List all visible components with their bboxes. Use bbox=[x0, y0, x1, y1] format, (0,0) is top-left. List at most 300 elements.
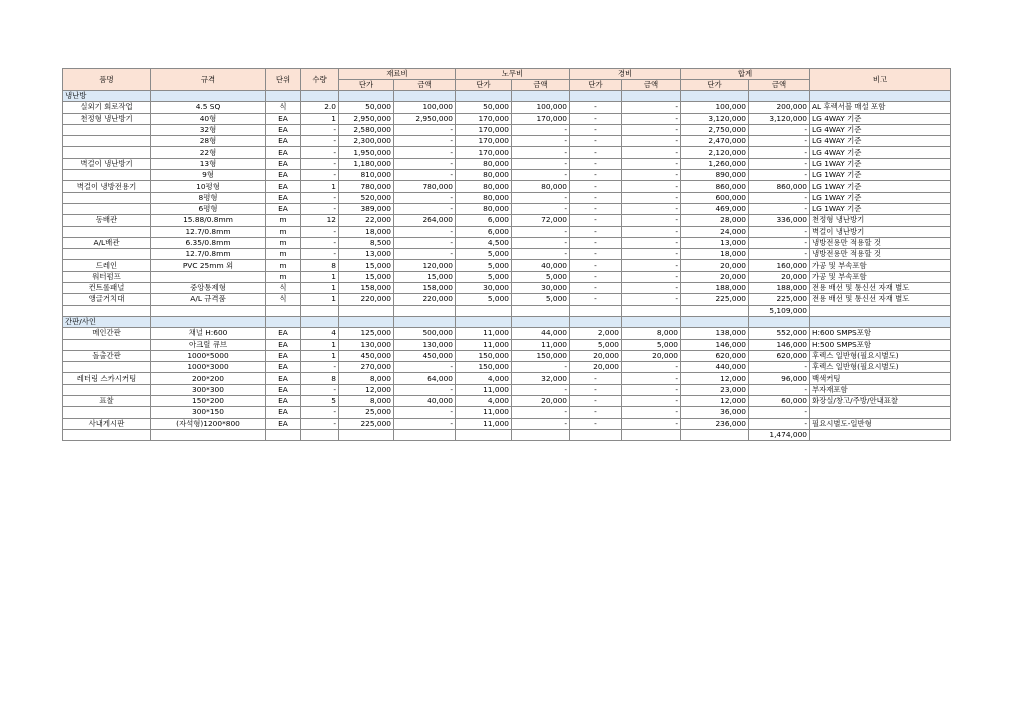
estimate-table bbox=[62, 68, 951, 441]
qty-cell: 1 bbox=[301, 294, 339, 305]
labor-unit-price-cell: 170,000 bbox=[456, 124, 512, 135]
section-row bbox=[63, 316, 951, 327]
total-amount-cell: - bbox=[749, 226, 810, 237]
item-name-cell: A/L배관 bbox=[63, 237, 151, 248]
note-cell: 후렉스 일반형(필요시별도) bbox=[810, 362, 951, 373]
unit-cell: EA bbox=[266, 136, 301, 147]
item-name-cell: 메인간판 bbox=[63, 328, 151, 339]
labor-amount-cell: - bbox=[512, 418, 570, 429]
labor-unit-price-cell: 150,000 bbox=[456, 362, 512, 373]
total-unit-price-cell: 18,000 bbox=[681, 249, 749, 260]
material-unit-price-cell: 270,000 bbox=[339, 362, 394, 373]
material-unit-price-cell: 1,180,000 bbox=[339, 158, 394, 169]
spec-cell: 중앙통제형 bbox=[151, 283, 266, 294]
header-qty: 수량 bbox=[301, 69, 339, 91]
table-row bbox=[63, 407, 951, 418]
labor-amount-cell: 44,000 bbox=[512, 328, 570, 339]
header-total-unit-price: 단가 bbox=[681, 80, 749, 91]
section-cell bbox=[810, 316, 951, 327]
subtotal-cell bbox=[151, 429, 266, 440]
material-amount-cell: - bbox=[394, 192, 456, 203]
expense-amount-cell: - bbox=[622, 362, 681, 373]
expense-unit-price-cell: - bbox=[570, 192, 622, 203]
qty-cell: 5 bbox=[301, 396, 339, 407]
section-cell bbox=[339, 316, 394, 327]
labor-unit-price-cell: 5,000 bbox=[456, 271, 512, 282]
material-unit-price-cell: 2,580,000 bbox=[339, 124, 394, 135]
unit-cell: m bbox=[266, 237, 301, 248]
material-amount-cell: 15,000 bbox=[394, 271, 456, 282]
labor-unit-price-cell: 80,000 bbox=[456, 203, 512, 214]
section-cell bbox=[456, 91, 512, 102]
material-unit-price-cell: 2,300,000 bbox=[339, 136, 394, 147]
table-row bbox=[63, 192, 951, 203]
material-unit-price-cell: 1,950,000 bbox=[339, 147, 394, 158]
item-name-cell: 워터펌프 bbox=[63, 271, 151, 282]
expense-amount-cell: - bbox=[622, 124, 681, 135]
total-unit-price-cell: 20,000 bbox=[681, 271, 749, 282]
labor-unit-price-cell: 5,000 bbox=[456, 249, 512, 260]
labor-amount-cell: - bbox=[512, 249, 570, 260]
material-amount-cell: - bbox=[394, 384, 456, 395]
expense-unit-price-cell: - bbox=[570, 373, 622, 384]
table-header bbox=[63, 69, 951, 91]
subtotal-value: 5,109,000 bbox=[749, 305, 810, 316]
header-total: 합계 bbox=[681, 69, 810, 80]
labor-unit-price-cell: 80,000 bbox=[456, 158, 512, 169]
expense-unit-price-cell: - bbox=[570, 226, 622, 237]
material-amount-cell: 264,000 bbox=[394, 215, 456, 226]
total-unit-price-cell: 890,000 bbox=[681, 170, 749, 181]
section-cell bbox=[681, 316, 749, 327]
table-row bbox=[63, 170, 951, 181]
material-amount-cell: - bbox=[394, 203, 456, 214]
note-cell: H:600 SMPS포함 bbox=[810, 328, 951, 339]
qty-cell: - bbox=[301, 418, 339, 429]
table-row bbox=[63, 124, 951, 135]
unit-cell: EA bbox=[266, 124, 301, 135]
table-row bbox=[63, 215, 951, 226]
spec-cell: 12.7/0.8mm bbox=[151, 249, 266, 260]
labor-unit-price-cell: 11,000 bbox=[456, 384, 512, 395]
total-unit-price-cell: 12,000 bbox=[681, 396, 749, 407]
expense-amount-cell: - bbox=[622, 158, 681, 169]
section-cell bbox=[266, 316, 301, 327]
material-unit-price-cell: 520,000 bbox=[339, 192, 394, 203]
item-name-cell bbox=[63, 407, 151, 418]
material-amount-cell: - bbox=[394, 124, 456, 135]
material-unit-price-cell: 50,000 bbox=[339, 102, 394, 113]
total-unit-price-cell: 100,000 bbox=[681, 102, 749, 113]
section-cell bbox=[570, 91, 622, 102]
spec-cell bbox=[151, 271, 266, 282]
subtotal-cell bbox=[456, 429, 512, 440]
subtotal-cell bbox=[63, 305, 151, 316]
total-amount-cell: - bbox=[749, 407, 810, 418]
total-amount-cell: - bbox=[749, 418, 810, 429]
expense-amount-cell: - bbox=[622, 113, 681, 124]
unit-cell: EA bbox=[266, 407, 301, 418]
expense-amount-cell: - bbox=[622, 203, 681, 214]
expense-amount-cell: - bbox=[622, 237, 681, 248]
total-amount-cell: - bbox=[749, 249, 810, 260]
material-unit-price-cell: 12,000 bbox=[339, 384, 394, 395]
labor-unit-price-cell: 30,000 bbox=[456, 283, 512, 294]
subtotal-cell bbox=[622, 429, 681, 440]
note-cell: H:500 SMPS포함 bbox=[810, 339, 951, 350]
header-item: 품명 bbox=[63, 69, 151, 91]
subtotal-cell bbox=[512, 305, 570, 316]
spec-cell: 1000*5000 bbox=[151, 350, 266, 361]
header-expense-unit-price: 단가 bbox=[570, 80, 622, 91]
table-row bbox=[63, 237, 951, 248]
item-name-cell: 표찰 bbox=[63, 396, 151, 407]
total-amount-cell: 3,120,000 bbox=[749, 113, 810, 124]
material-unit-price-cell: 15,000 bbox=[339, 260, 394, 271]
spec-cell: 40형 bbox=[151, 113, 266, 124]
total-amount-cell: 860,000 bbox=[749, 181, 810, 192]
qty-cell: 1 bbox=[301, 181, 339, 192]
subtotal-cell bbox=[394, 429, 456, 440]
total-amount-cell: - bbox=[749, 158, 810, 169]
qty-cell: 8 bbox=[301, 260, 339, 271]
table-row bbox=[63, 249, 951, 260]
expense-unit-price-cell: - bbox=[570, 260, 622, 271]
note-cell: 백색커팅 bbox=[810, 373, 951, 384]
header-material: 재료비 bbox=[339, 69, 456, 80]
material-amount-cell: 40,000 bbox=[394, 396, 456, 407]
qty-cell: - bbox=[301, 226, 339, 237]
expense-amount-cell: - bbox=[622, 249, 681, 260]
section-title: 냉난방 bbox=[63, 91, 151, 102]
qty-cell: - bbox=[301, 407, 339, 418]
labor-unit-price-cell: 4,000 bbox=[456, 396, 512, 407]
unit-cell: EA bbox=[266, 203, 301, 214]
expense-amount-cell: - bbox=[622, 418, 681, 429]
unit-cell: EA bbox=[266, 170, 301, 181]
labor-amount-cell: 80,000 bbox=[512, 181, 570, 192]
expense-unit-price-cell: - bbox=[570, 113, 622, 124]
expense-unit-price-cell: - bbox=[570, 249, 622, 260]
qty-cell: 4 bbox=[301, 328, 339, 339]
spec-cell: 6.35/0.8mm bbox=[151, 237, 266, 248]
total-unit-price-cell: 23,000 bbox=[681, 384, 749, 395]
labor-unit-price-cell: 50,000 bbox=[456, 102, 512, 113]
spec-cell: 32형 bbox=[151, 124, 266, 135]
material-unit-price-cell: 220,000 bbox=[339, 294, 394, 305]
expense-unit-price-cell: - bbox=[570, 136, 622, 147]
labor-unit-price-cell: 80,000 bbox=[456, 181, 512, 192]
spec-cell: 300*300 bbox=[151, 384, 266, 395]
material-amount-cell: 100,000 bbox=[394, 102, 456, 113]
spec-cell: 13형 bbox=[151, 158, 266, 169]
expense-amount-cell: - bbox=[622, 170, 681, 181]
note-cell: LG 1WAY 기준 bbox=[810, 181, 951, 192]
header-expense: 경비 bbox=[570, 69, 681, 80]
spec-cell: PVC 25mm 외 bbox=[151, 260, 266, 271]
table-row bbox=[63, 350, 951, 361]
unit-cell: m bbox=[266, 271, 301, 282]
labor-unit-price-cell: 80,000 bbox=[456, 170, 512, 181]
expense-unit-price-cell: - bbox=[570, 294, 622, 305]
spec-cell: 4.5 SQ bbox=[151, 102, 266, 113]
total-unit-price-cell: 600,000 bbox=[681, 192, 749, 203]
expense-unit-price-cell: - bbox=[570, 215, 622, 226]
material-amount-cell: - bbox=[394, 136, 456, 147]
table-row bbox=[63, 362, 951, 373]
qty-cell: - bbox=[301, 192, 339, 203]
total-amount-cell: 60,000 bbox=[749, 396, 810, 407]
subtotal-cell bbox=[301, 429, 339, 440]
unit-cell: m bbox=[266, 260, 301, 271]
expense-amount-cell: - bbox=[622, 271, 681, 282]
section-cell bbox=[749, 91, 810, 102]
qty-cell: - bbox=[301, 384, 339, 395]
unit-cell: EA bbox=[266, 192, 301, 203]
labor-unit-price-cell: 170,000 bbox=[456, 136, 512, 147]
header-spec: 규격 bbox=[151, 69, 266, 91]
expense-amount-cell: - bbox=[622, 283, 681, 294]
labor-unit-price-cell: 6,000 bbox=[456, 215, 512, 226]
expense-unit-price-cell: - bbox=[570, 283, 622, 294]
expense-unit-price-cell: - bbox=[570, 102, 622, 113]
expense-unit-price-cell: - bbox=[570, 170, 622, 181]
note-cell: 화장실/창고/주방/안내표찰 bbox=[810, 396, 951, 407]
total-unit-price-cell: 440,000 bbox=[681, 362, 749, 373]
total-amount-cell: 146,000 bbox=[749, 339, 810, 350]
note-cell: 가공 및 부속포함 bbox=[810, 260, 951, 271]
subtotal-cell bbox=[63, 429, 151, 440]
section-cell bbox=[622, 316, 681, 327]
material-unit-price-cell: 130,000 bbox=[339, 339, 394, 350]
section-cell bbox=[151, 316, 266, 327]
expense-unit-price-cell: - bbox=[570, 147, 622, 158]
note-cell: LG 4WAY 기준 bbox=[810, 124, 951, 135]
table-row bbox=[63, 158, 951, 169]
section-title: 간판/사인 bbox=[63, 316, 151, 327]
expense-amount-cell: - bbox=[622, 407, 681, 418]
note-cell: LG 4WAY 기준 bbox=[810, 136, 951, 147]
table-row bbox=[63, 136, 951, 147]
labor-amount-cell: - bbox=[512, 237, 570, 248]
section-cell bbox=[394, 316, 456, 327]
material-amount-cell: 780,000 bbox=[394, 181, 456, 192]
subtotal-cell bbox=[151, 305, 266, 316]
item-name-cell: 사내게시판 bbox=[63, 418, 151, 429]
subtotal-cell bbox=[622, 305, 681, 316]
note-cell: LG 4WAY 기준 bbox=[810, 113, 951, 124]
header-expense-amount: 금액 bbox=[622, 80, 681, 91]
subtotal-cell bbox=[810, 429, 951, 440]
table-row bbox=[63, 294, 951, 305]
header-labor-amount: 금액 bbox=[512, 80, 570, 91]
expense-amount-cell: 5,000 bbox=[622, 339, 681, 350]
labor-amount-cell: 20,000 bbox=[512, 396, 570, 407]
unit-cell: EA bbox=[266, 113, 301, 124]
total-amount-cell: 225,000 bbox=[749, 294, 810, 305]
expense-amount-cell: - bbox=[622, 192, 681, 203]
note-cell: LG 1WAY 기준 bbox=[810, 170, 951, 181]
section-cell bbox=[456, 316, 512, 327]
section-cell bbox=[266, 91, 301, 102]
material-unit-price-cell: 22,000 bbox=[339, 215, 394, 226]
material-amount-cell: - bbox=[394, 418, 456, 429]
spec-cell: A/L 규격품 bbox=[151, 294, 266, 305]
material-unit-price-cell: 2,950,000 bbox=[339, 113, 394, 124]
expense-amount-cell: - bbox=[622, 215, 681, 226]
expense-unit-price-cell: - bbox=[570, 418, 622, 429]
header-material-amount: 금액 bbox=[394, 80, 456, 91]
expense-amount-cell: 8,000 bbox=[622, 328, 681, 339]
note-cell: 가공 및 부속포함 bbox=[810, 271, 951, 282]
unit-cell: EA bbox=[266, 181, 301, 192]
section-cell bbox=[810, 91, 951, 102]
labor-amount-cell: 72,000 bbox=[512, 215, 570, 226]
material-unit-price-cell: 18,000 bbox=[339, 226, 394, 237]
note-cell: LG 1WAY 기준 bbox=[810, 203, 951, 214]
expense-amount-cell: - bbox=[622, 396, 681, 407]
section-cell bbox=[512, 316, 570, 327]
labor-unit-price-cell: 170,000 bbox=[456, 147, 512, 158]
expense-amount-cell: - bbox=[622, 226, 681, 237]
qty-cell: - bbox=[301, 158, 339, 169]
labor-amount-cell: - bbox=[512, 192, 570, 203]
table-row bbox=[63, 113, 951, 124]
item-name-cell bbox=[63, 136, 151, 147]
expense-unit-price-cell: 2,000 bbox=[570, 328, 622, 339]
total-unit-price-cell: 36,000 bbox=[681, 407, 749, 418]
unit-cell: EA bbox=[266, 147, 301, 158]
material-unit-price-cell: 8,000 bbox=[339, 396, 394, 407]
subtotal-cell bbox=[681, 429, 749, 440]
expense-amount-cell: 20,000 bbox=[622, 350, 681, 361]
header-labor: 노무비 bbox=[456, 69, 570, 80]
labor-unit-price-cell: 11,000 bbox=[456, 339, 512, 350]
item-name-cell bbox=[63, 249, 151, 260]
material-amount-cell: 220,000 bbox=[394, 294, 456, 305]
labor-unit-price-cell: 5,000 bbox=[456, 260, 512, 271]
material-amount-cell: - bbox=[394, 249, 456, 260]
unit-cell: EA bbox=[266, 158, 301, 169]
item-name-cell: 앵글거치대 bbox=[63, 294, 151, 305]
material-unit-price-cell: 810,000 bbox=[339, 170, 394, 181]
labor-amount-cell: 150,000 bbox=[512, 350, 570, 361]
subtotal-row bbox=[63, 305, 951, 316]
section-cell bbox=[570, 316, 622, 327]
material-unit-price-cell: 389,000 bbox=[339, 203, 394, 214]
note-cell: LG 4WAY 기준 bbox=[810, 147, 951, 158]
labor-amount-cell: 5,000 bbox=[512, 271, 570, 282]
labor-amount-cell: 40,000 bbox=[512, 260, 570, 271]
qty-cell: 1 bbox=[301, 339, 339, 350]
total-amount-cell: 620,000 bbox=[749, 350, 810, 361]
subtotal-value: 1,474,000 bbox=[749, 429, 810, 440]
qty-cell: - bbox=[301, 362, 339, 373]
table-row bbox=[63, 181, 951, 192]
item-name-cell: 돌출간판 bbox=[63, 350, 151, 361]
total-amount-cell: - bbox=[749, 147, 810, 158]
item-name-cell bbox=[63, 170, 151, 181]
total-unit-price-cell: 2,470,000 bbox=[681, 136, 749, 147]
spec-cell: 9형 bbox=[151, 170, 266, 181]
spec-cell: 300*150 bbox=[151, 407, 266, 418]
unit-cell: EA bbox=[266, 339, 301, 350]
subtotal-row bbox=[63, 429, 951, 440]
section-cell bbox=[622, 91, 681, 102]
material-amount-cell: 500,000 bbox=[394, 328, 456, 339]
note-cell: 벽걸이 냉난방기 bbox=[810, 226, 951, 237]
subtotal-cell bbox=[570, 305, 622, 316]
total-unit-price-cell: 236,000 bbox=[681, 418, 749, 429]
subtotal-cell bbox=[810, 305, 951, 316]
qty-cell: 1 bbox=[301, 283, 339, 294]
labor-amount-cell: - bbox=[512, 136, 570, 147]
total-unit-price-cell: 2,750,000 bbox=[681, 124, 749, 135]
spec-cell: (자석형)1200*800 bbox=[151, 418, 266, 429]
qty-cell: 1 bbox=[301, 350, 339, 361]
expense-unit-price-cell: - bbox=[570, 181, 622, 192]
labor-unit-price-cell: 170,000 bbox=[456, 113, 512, 124]
subtotal-cell bbox=[339, 305, 394, 316]
total-unit-price-cell: 2,120,000 bbox=[681, 147, 749, 158]
subtotal-cell bbox=[266, 305, 301, 316]
qty-cell: 2.0 bbox=[301, 102, 339, 113]
total-unit-price-cell: 860,000 bbox=[681, 181, 749, 192]
total-amount-cell: - bbox=[749, 136, 810, 147]
total-amount-cell: 96,000 bbox=[749, 373, 810, 384]
labor-unit-price-cell: 4,500 bbox=[456, 237, 512, 248]
unit-cell: 식 bbox=[266, 283, 301, 294]
labor-unit-price-cell: 150,000 bbox=[456, 350, 512, 361]
labor-unit-price-cell: 6,000 bbox=[456, 226, 512, 237]
labor-amount-cell: - bbox=[512, 170, 570, 181]
subtotal-cell bbox=[456, 305, 512, 316]
section-cell bbox=[151, 91, 266, 102]
unit-cell: EA bbox=[266, 418, 301, 429]
labor-amount-cell: - bbox=[512, 384, 570, 395]
expense-unit-price-cell: - bbox=[570, 203, 622, 214]
material-unit-price-cell: 8,500 bbox=[339, 237, 394, 248]
note-cell: 전용 배선 및 통신선 자재 별도 bbox=[810, 294, 951, 305]
unit-cell: m bbox=[266, 249, 301, 260]
unit-cell: EA bbox=[266, 384, 301, 395]
item-name-cell bbox=[63, 362, 151, 373]
qty-cell: 12 bbox=[301, 215, 339, 226]
qty-cell: - bbox=[301, 147, 339, 158]
subtotal-cell bbox=[394, 305, 456, 316]
expense-unit-price-cell: 20,000 bbox=[570, 362, 622, 373]
note-cell: 부자재포함 bbox=[810, 384, 951, 395]
total-amount-cell: - bbox=[749, 362, 810, 373]
item-name-cell: 실외기 회로작업 bbox=[63, 102, 151, 113]
labor-unit-price-cell: 11,000 bbox=[456, 328, 512, 339]
spec-cell: 28형 bbox=[151, 136, 266, 147]
item-name-cell: 동배관 bbox=[63, 215, 151, 226]
table-row bbox=[63, 147, 951, 158]
spec-cell: 10평형 bbox=[151, 181, 266, 192]
expense-unit-price-cell: - bbox=[570, 158, 622, 169]
labor-unit-price-cell: 11,000 bbox=[456, 418, 512, 429]
labor-amount-cell: - bbox=[512, 147, 570, 158]
labor-unit-price-cell: 11,000 bbox=[456, 407, 512, 418]
item-name-cell bbox=[63, 226, 151, 237]
table-row bbox=[63, 418, 951, 429]
section-cell bbox=[512, 91, 570, 102]
total-amount-cell: 188,000 bbox=[749, 283, 810, 294]
expense-unit-price-cell: - bbox=[570, 396, 622, 407]
spec-cell: 1000*3000 bbox=[151, 362, 266, 373]
qty-cell: 1 bbox=[301, 271, 339, 282]
